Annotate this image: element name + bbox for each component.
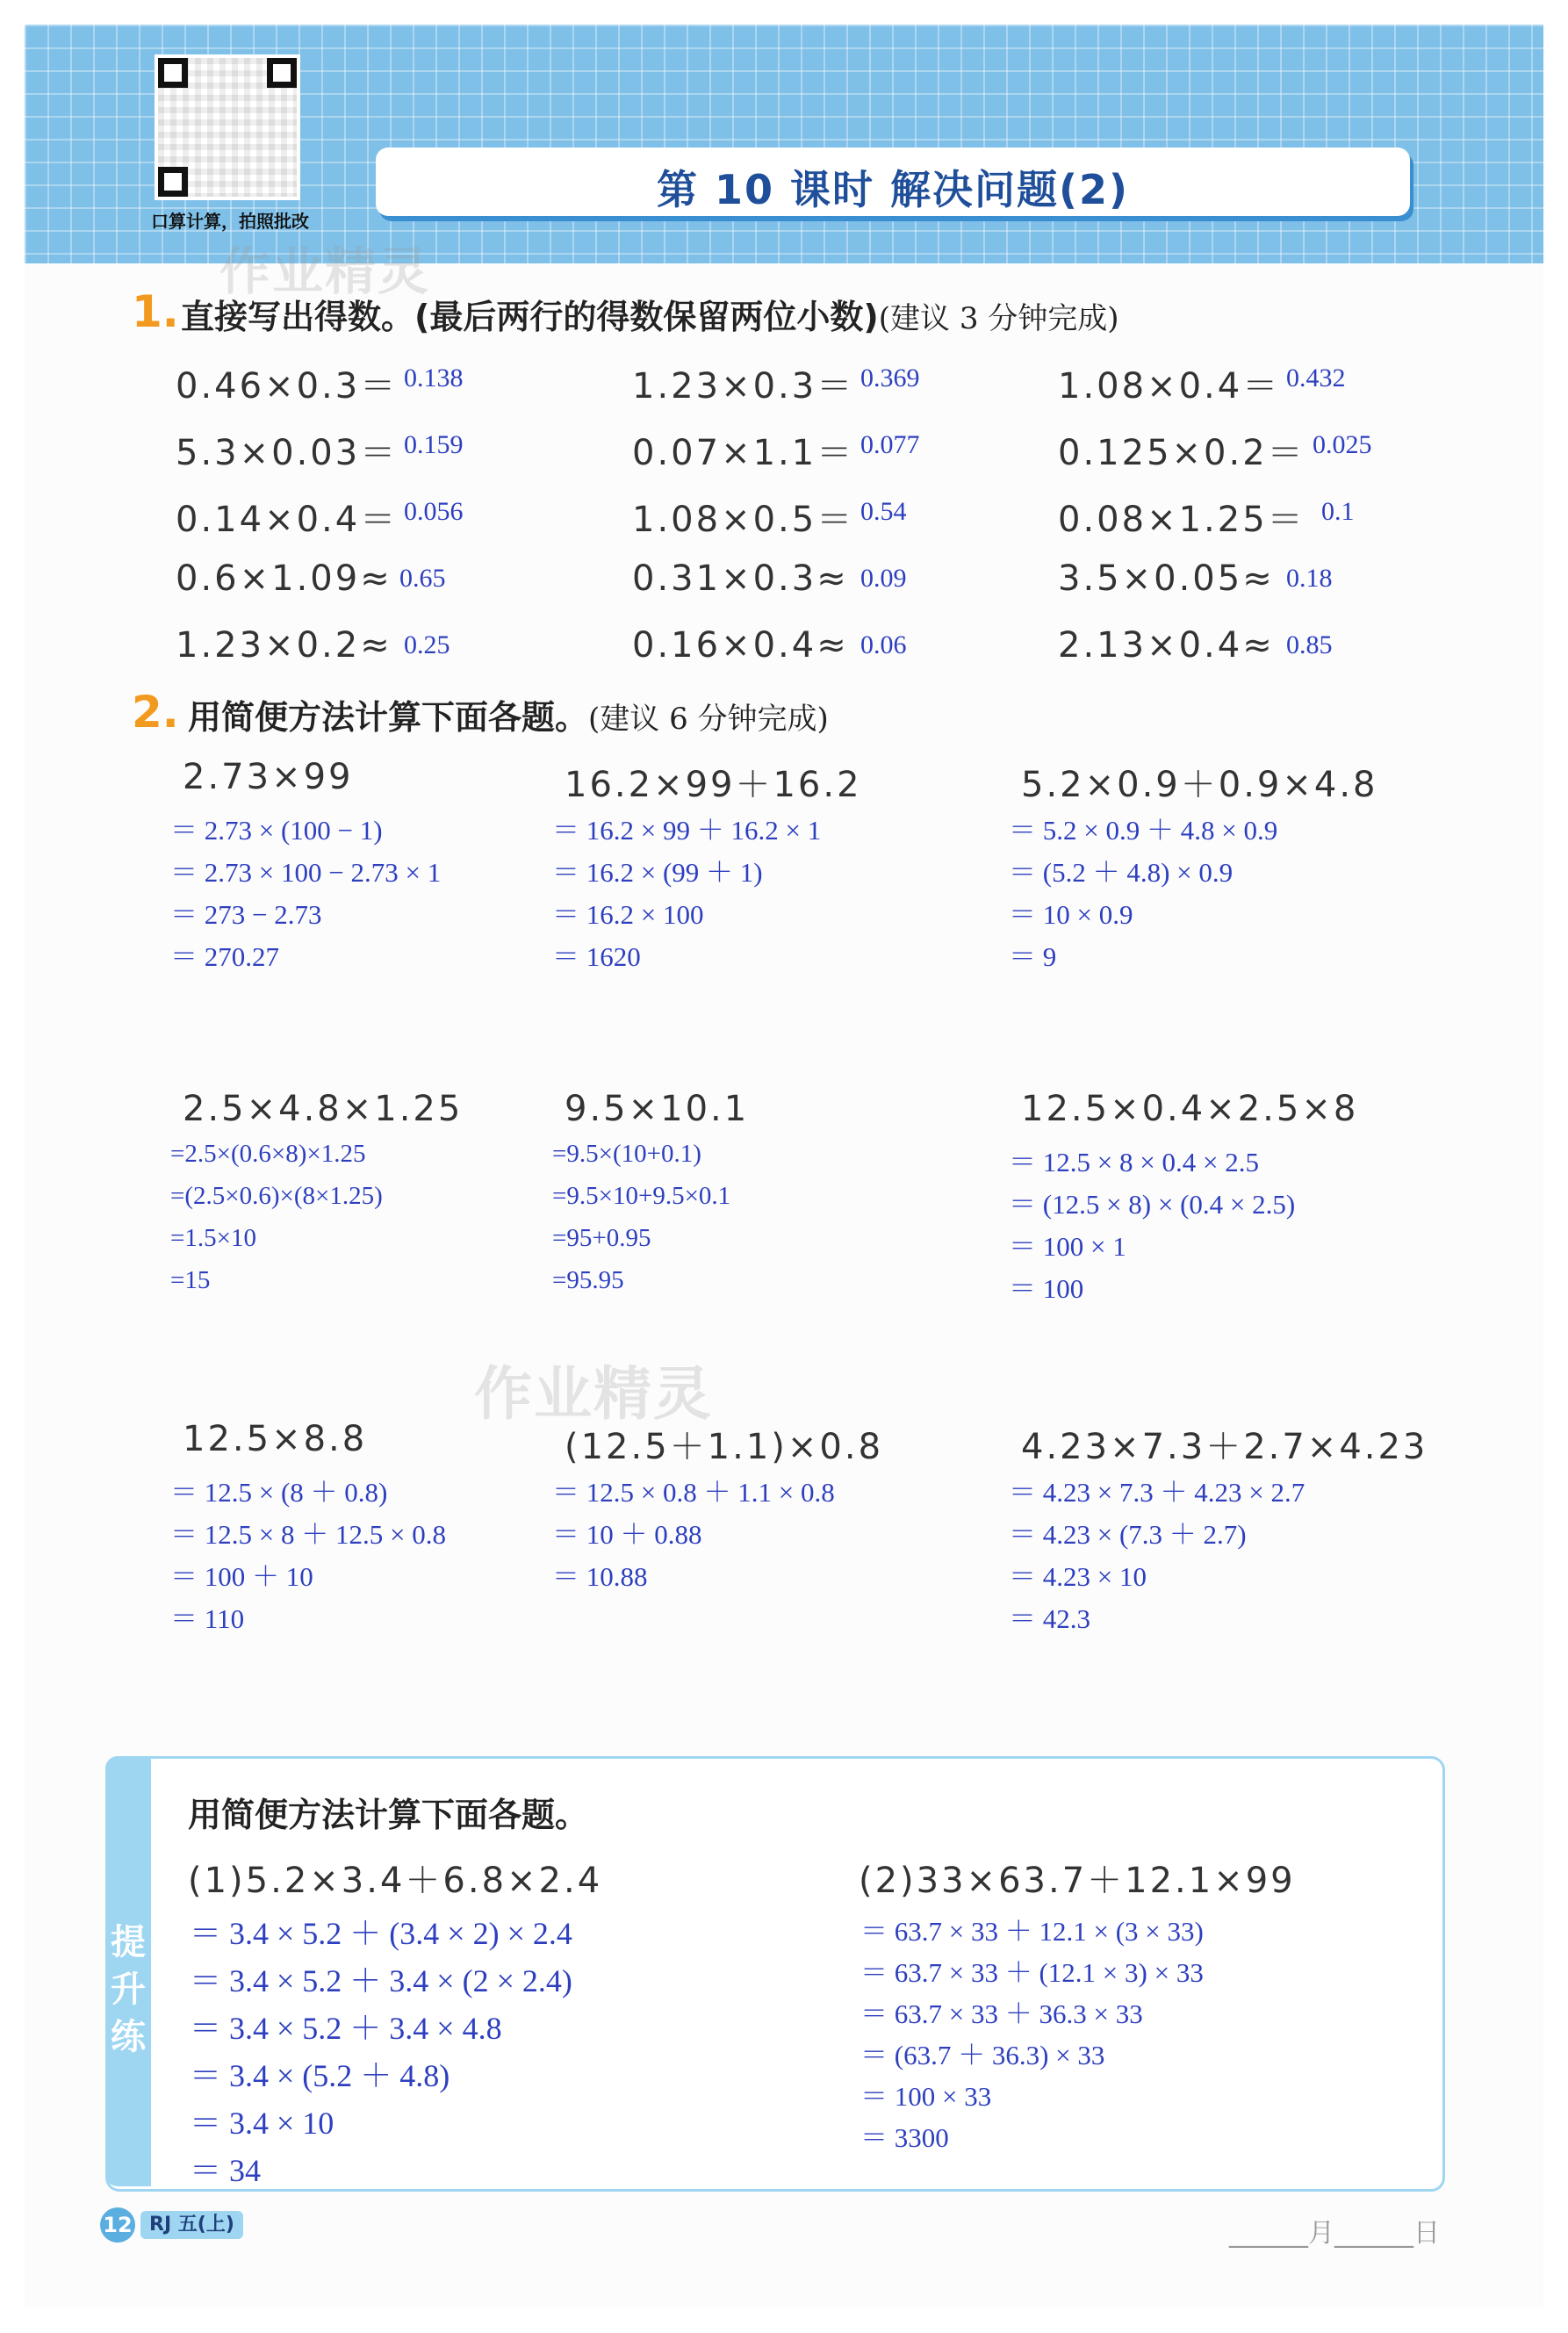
solution-step: ＝ 9 bbox=[1009, 941, 1057, 972]
oral-calc-question: 0.07×1.1＝ bbox=[632, 433, 855, 473]
solution-step: =15 bbox=[170, 1266, 211, 1294]
tab-char: 提 bbox=[111, 1922, 146, 1962]
problem-expression: (2)33×63.7＋12.1×99 bbox=[859, 1861, 1296, 1901]
solution-step: ＝ 1620 bbox=[552, 941, 641, 972]
solution-step: ＝ (5.2 ＋ 4.8) × 0.9 bbox=[1009, 857, 1234, 888]
oral-calc-question: 1.23×0.3＝ bbox=[632, 366, 855, 407]
oral-calc-question: 5.3×0.03＝ bbox=[176, 433, 399, 473]
solution-step: ＝ 10.88 bbox=[552, 1561, 648, 1592]
oral-calc-question: 1.08×0.5＝ bbox=[632, 500, 855, 540]
solution-step: ＝ 270.27 bbox=[170, 941, 279, 972]
oral-calc-answer: 0.09 bbox=[860, 564, 907, 593]
oral-calc-question: 0.46×0.3＝ bbox=[176, 366, 399, 407]
qr-code[interactable] bbox=[155, 54, 300, 200]
solution-step: ＝ (12.5 × 8) × (0.4 × 2.5) bbox=[1009, 1189, 1296, 1220]
oral-calc-answer: 0.18 bbox=[1286, 564, 1333, 593]
problem-expression: 2.5×4.8×1.25 bbox=[183, 1089, 464, 1129]
oral-calc-answer: 0.1 bbox=[1321, 497, 1355, 526]
oral-calc-answer: 0.06 bbox=[860, 630, 907, 659]
oral-calc-question: 3.5×0.05≈ bbox=[1058, 558, 1275, 599]
solution-step: ＝ 42.3 bbox=[1009, 1603, 1090, 1634]
section-title-text: 用简便方法计算下面各题。 bbox=[188, 698, 589, 737]
problem-expression: 5.2×0.9＋0.9×4.8 bbox=[1021, 765, 1378, 805]
section-number: 2. bbox=[132, 687, 179, 738]
section-time-note: (建议 6 分钟完成) bbox=[588, 702, 829, 737]
solution-step: ＝ 2.73 × (100 − 1) bbox=[170, 815, 383, 846]
problem-expression: (1)5.2×3.4＋6.8×2.4 bbox=[188, 1861, 603, 1901]
oral-calc-question: 0.6×1.09≈ bbox=[176, 558, 392, 599]
solution-step: ＝ 100 bbox=[1009, 1273, 1084, 1304]
problem-expression: 12.5×8.8 bbox=[183, 1419, 368, 1459]
date-field: ______月______日 bbox=[1229, 2218, 1440, 2249]
solution-step: =(2.5×0.6)×(8×1.25) bbox=[170, 1182, 383, 1210]
solution-step: ＝ 4.23 × (7.3 ＋ 2.7) bbox=[1009, 1519, 1247, 1550]
solution-step: ＝ 34 bbox=[190, 2153, 262, 2188]
solution-step: ＝ 3.4 × 10 bbox=[190, 2106, 334, 2141]
oral-calc-answer: 0.65 bbox=[399, 564, 446, 593]
solution-step: =95.95 bbox=[552, 1266, 624, 1294]
solution-step: ＝ 100 × 33 bbox=[860, 2081, 992, 2112]
solution-step: ＝ 16.2 × (99 ＋ 1) bbox=[552, 857, 763, 888]
qr-caption: 口算计算，拍照批改 bbox=[151, 211, 309, 232]
solution-step: ＝ 12.5 × 8 × 0.4 × 2.5 bbox=[1009, 1147, 1259, 1177]
oral-calc-answer: 0.85 bbox=[1286, 630, 1333, 659]
solution-step: ＝ (63.7 ＋ 36.3) × 33 bbox=[860, 2040, 1105, 2070]
solution-step: ＝ 63.7 × 33 ＋ (12.1 × 3) × 33 bbox=[860, 1957, 1204, 1988]
oral-calc-question: 0.14×0.4＝ bbox=[176, 500, 399, 540]
solution-step: ＝ 16.2 × 99 ＋ 16.2 × 1 bbox=[552, 815, 822, 846]
solution-step: =1.5×10 bbox=[170, 1224, 256, 1252]
solution-step: ＝ 12.5 × 0.8 ＋ 1.1 × 0.8 bbox=[552, 1477, 835, 1508]
oral-calc-answer: 0.432 bbox=[1286, 364, 1346, 392]
section-title-text: 直接写出得数。(最后两行的得数保留两位小数) bbox=[181, 298, 879, 336]
oral-calc-question: 0.125×0.2＝ bbox=[1058, 433, 1305, 473]
solution-step: ＝ 10 × 0.9 bbox=[1009, 899, 1133, 930]
solution-step: ＝ 4.23 × 7.3 ＋ 4.23 × 2.7 bbox=[1009, 1477, 1305, 1508]
solution-step: ＝ 63.7 × 33 ＋ 12.1 × (3 × 33) bbox=[860, 1916, 1204, 1947]
solution-step: ＝ 63.7 × 33 ＋ 36.3 × 33 bbox=[860, 1998, 1143, 2029]
oral-calc-question: 2.13×0.4≈ bbox=[1058, 625, 1275, 666]
solution-step: ＝ 10 ＋ 0.88 bbox=[552, 1519, 702, 1550]
improve-title: 用简便方法计算下面各题。 bbox=[188, 1796, 589, 1834]
problem-expression: 16.2×99＋16.2 bbox=[565, 765, 862, 805]
lesson-title-bar bbox=[376, 148, 1410, 216]
problem-expression: 9.5×10.1 bbox=[565, 1089, 750, 1129]
solution-step: ＝ 3.4 × 5.2 ＋ (3.4 × 2) × 2.4 bbox=[190, 1916, 572, 1951]
solution-step: ＝ 2.73 × 100 − 2.73 × 1 bbox=[170, 857, 442, 888]
solution-step: ＝ 3.4 × 5.2 ＋ 3.4 × 4.8 bbox=[190, 2011, 502, 2046]
tab-char: 练 bbox=[111, 2017, 146, 2057]
problem-expression: (12.5＋1.1)×0.8 bbox=[565, 1427, 884, 1467]
solution-step: =9.5×(10+0.1) bbox=[552, 1140, 701, 1168]
oral-calc-answer: 0.056 bbox=[404, 497, 464, 526]
oral-calc-question: 1.23×0.2≈ bbox=[176, 625, 392, 666]
solution-step: ＝ 100 × 1 bbox=[1009, 1231, 1126, 1262]
solution-step: =2.5×(0.6×8)×1.25 bbox=[170, 1140, 366, 1168]
oral-calc-question: 1.08×0.4＝ bbox=[1058, 366, 1281, 407]
solution-step: ＝ 3.4 × 5.2 ＋ 3.4 × (2 × 2.4) bbox=[190, 1963, 572, 1998]
solution-step: ＝ 110 bbox=[170, 1603, 245, 1634]
solution-step: ＝ 5.2 × 0.9 ＋ 4.8 × 0.9 bbox=[1009, 815, 1278, 846]
solution-step: ＝ 12.5 × (8 ＋ 0.8) bbox=[170, 1477, 388, 1508]
section-title bbox=[181, 290, 1119, 338]
oral-calc-answer: 0.159 bbox=[404, 430, 464, 459]
lesson-title: 第 10 课时 解决问题(2) bbox=[656, 166, 1130, 213]
problem-expression: 2.73×99 bbox=[183, 757, 354, 797]
solution-step: =95+0.95 bbox=[552, 1224, 651, 1252]
page-number: 12 bbox=[100, 2207, 135, 2243]
oral-calc-question: 0.31×0.3≈ bbox=[632, 558, 849, 599]
solution-step: ＝ 3.4 × (5.2 ＋ 4.8) bbox=[190, 2058, 450, 2093]
section-number: 1. bbox=[132, 286, 179, 337]
solution-step: ＝ 3300 bbox=[860, 2122, 949, 2153]
oral-calc-answer: 0.077 bbox=[860, 430, 920, 459]
oral-calc-answer: 0.25 bbox=[404, 630, 450, 659]
solution-step: =9.5×10+9.5×0.1 bbox=[552, 1182, 731, 1210]
solution-step: ＝ 4.23 × 10 bbox=[1009, 1561, 1147, 1592]
section-title bbox=[188, 690, 829, 738]
improve-practice-tab bbox=[105, 1756, 151, 2186]
solution-step: ＝ 16.2 × 100 bbox=[552, 899, 704, 930]
watermark: 作业精灵 bbox=[219, 241, 431, 301]
oral-calc-answer: 0.025 bbox=[1313, 430, 1372, 459]
oral-calc-answer: 0.54 bbox=[860, 497, 907, 526]
oral-calc-question: 0.16×0.4≈ bbox=[632, 625, 849, 666]
oral-calc-answer: 0.369 bbox=[860, 364, 920, 392]
oral-calc-question: 0.08×1.25＝ bbox=[1058, 500, 1305, 540]
edition-tag: RJ 五(上) bbox=[140, 2211, 243, 2239]
problem-expression: 12.5×0.4×2.5×8 bbox=[1021, 1089, 1359, 1129]
solution-step: ＝ 273 − 2.73 bbox=[170, 899, 322, 930]
solution-step: ＝ 12.5 × 8 ＋ 12.5 × 0.8 bbox=[170, 1519, 446, 1550]
watermark: 作业精灵 bbox=[474, 1360, 713, 1428]
solution-step: ＝ 100 ＋ 10 bbox=[170, 1561, 313, 1592]
section-time-note: (建议 3 分钟完成) bbox=[878, 301, 1119, 336]
problem-expression: 4.23×7.3＋2.7×4.23 bbox=[1021, 1427, 1428, 1467]
oral-calc-answer: 0.138 bbox=[404, 364, 464, 392]
tab-char: 升 bbox=[111, 1969, 146, 2010]
